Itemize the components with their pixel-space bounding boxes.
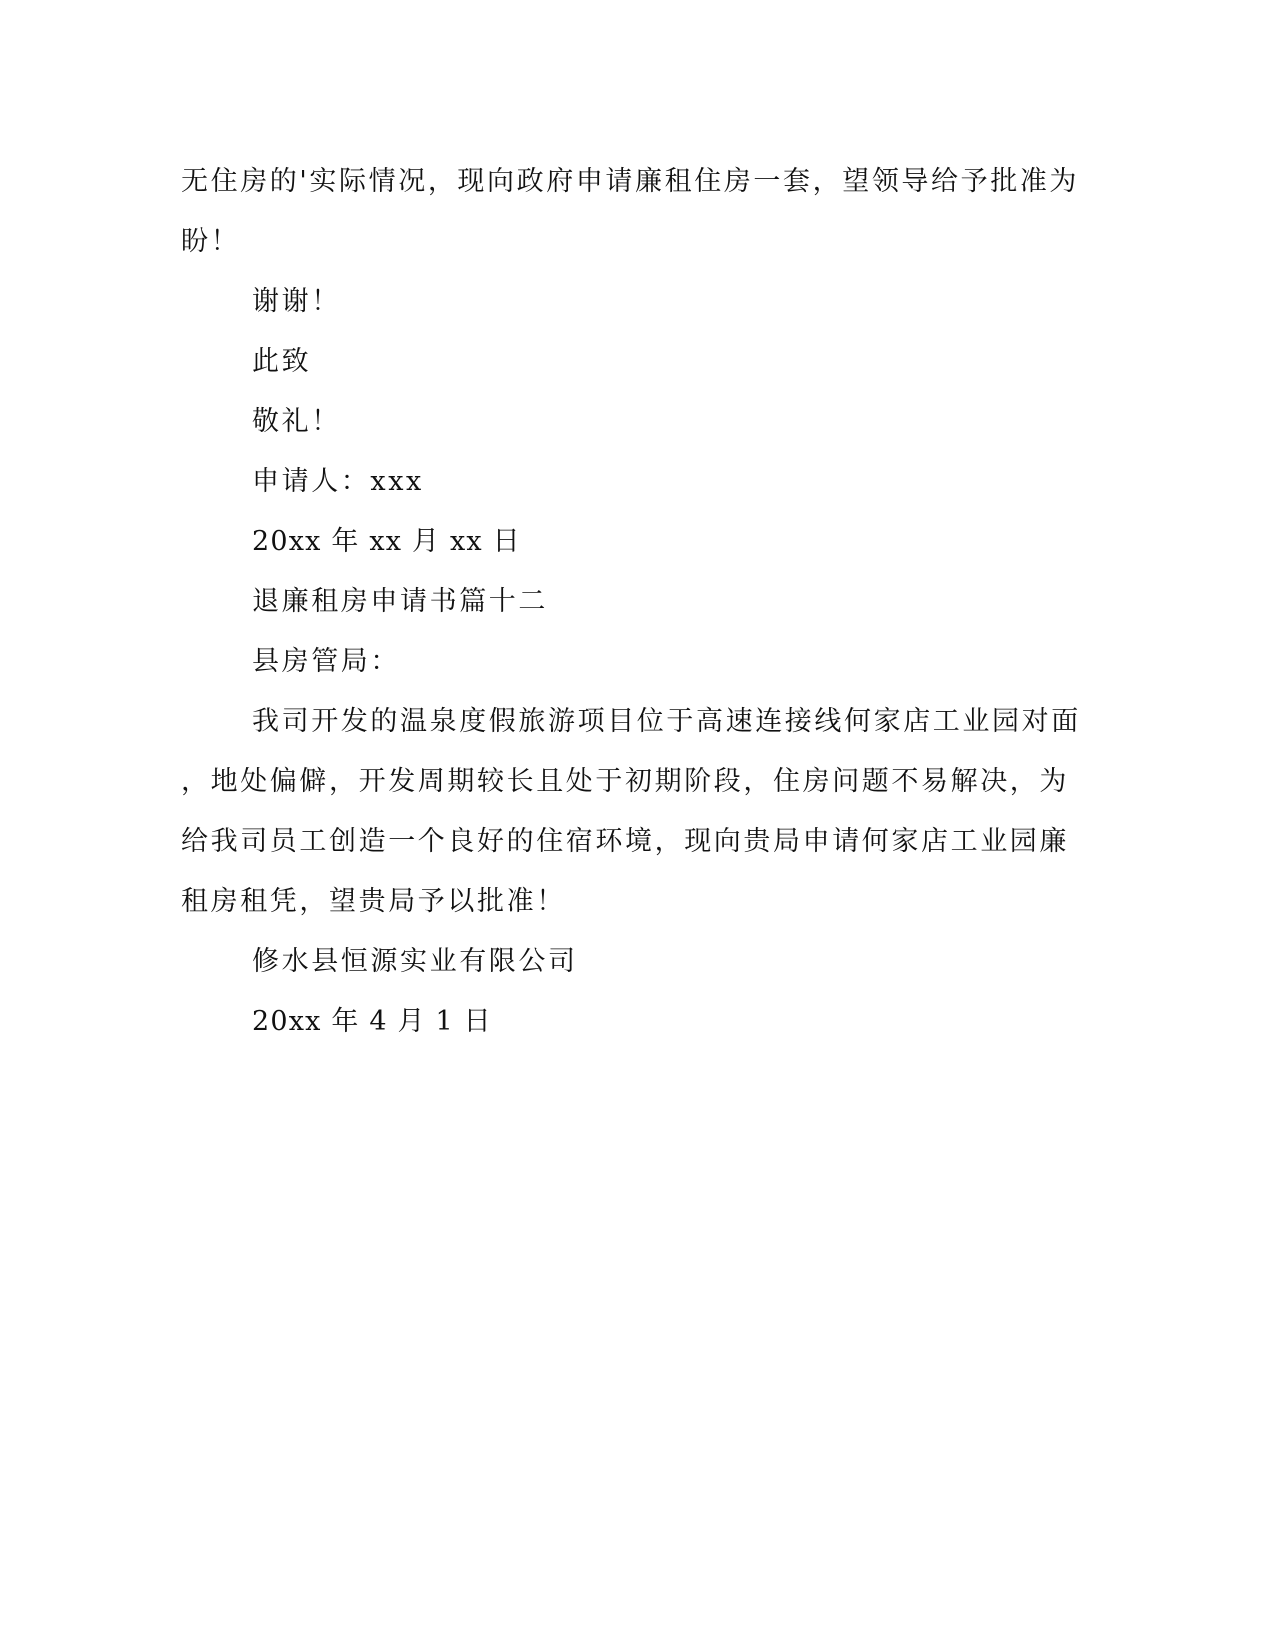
recipient-line: 县房管局： xyxy=(252,646,400,677)
paragraph-line: ，地处偏僻，开发周期较长且处于初期阶段，住房问题不易解决，为 xyxy=(181,766,1069,797)
section-title: 退廉租房申请书篇十二 xyxy=(252,586,548,617)
date-line: 20xx 年 4 月 1 日 xyxy=(252,1006,492,1037)
applicant-line: 申请人：xxx xyxy=(252,466,424,497)
document-body xyxy=(181,152,1081,1052)
paragraph-line: 租房租凭，望贵局予以批准！ xyxy=(181,886,566,917)
company-line: 修水县恒源实业有限公司 xyxy=(252,946,578,977)
paragraph-line: 盼！ xyxy=(181,226,241,257)
closing-line: 此致 xyxy=(252,346,312,377)
paragraph-line: 给我司员工创造一个良好的住宿环境，现向贵局申请何家店工业园廉 xyxy=(181,826,1069,857)
paragraph-line: 我司开发的温泉度假旅游项目位于高速连接线何家店工业园对面 xyxy=(252,706,1081,737)
thanks-line: 谢谢！ xyxy=(252,286,341,317)
paragraph-line: 无住房的'实际情况，现向政府申请廉租住房一套，望领导给予批准为 xyxy=(181,166,1080,197)
date-line: 20xx 年 xx 月 xx 日 xyxy=(252,526,521,557)
salutation-line: 敬礼！ xyxy=(252,406,341,437)
